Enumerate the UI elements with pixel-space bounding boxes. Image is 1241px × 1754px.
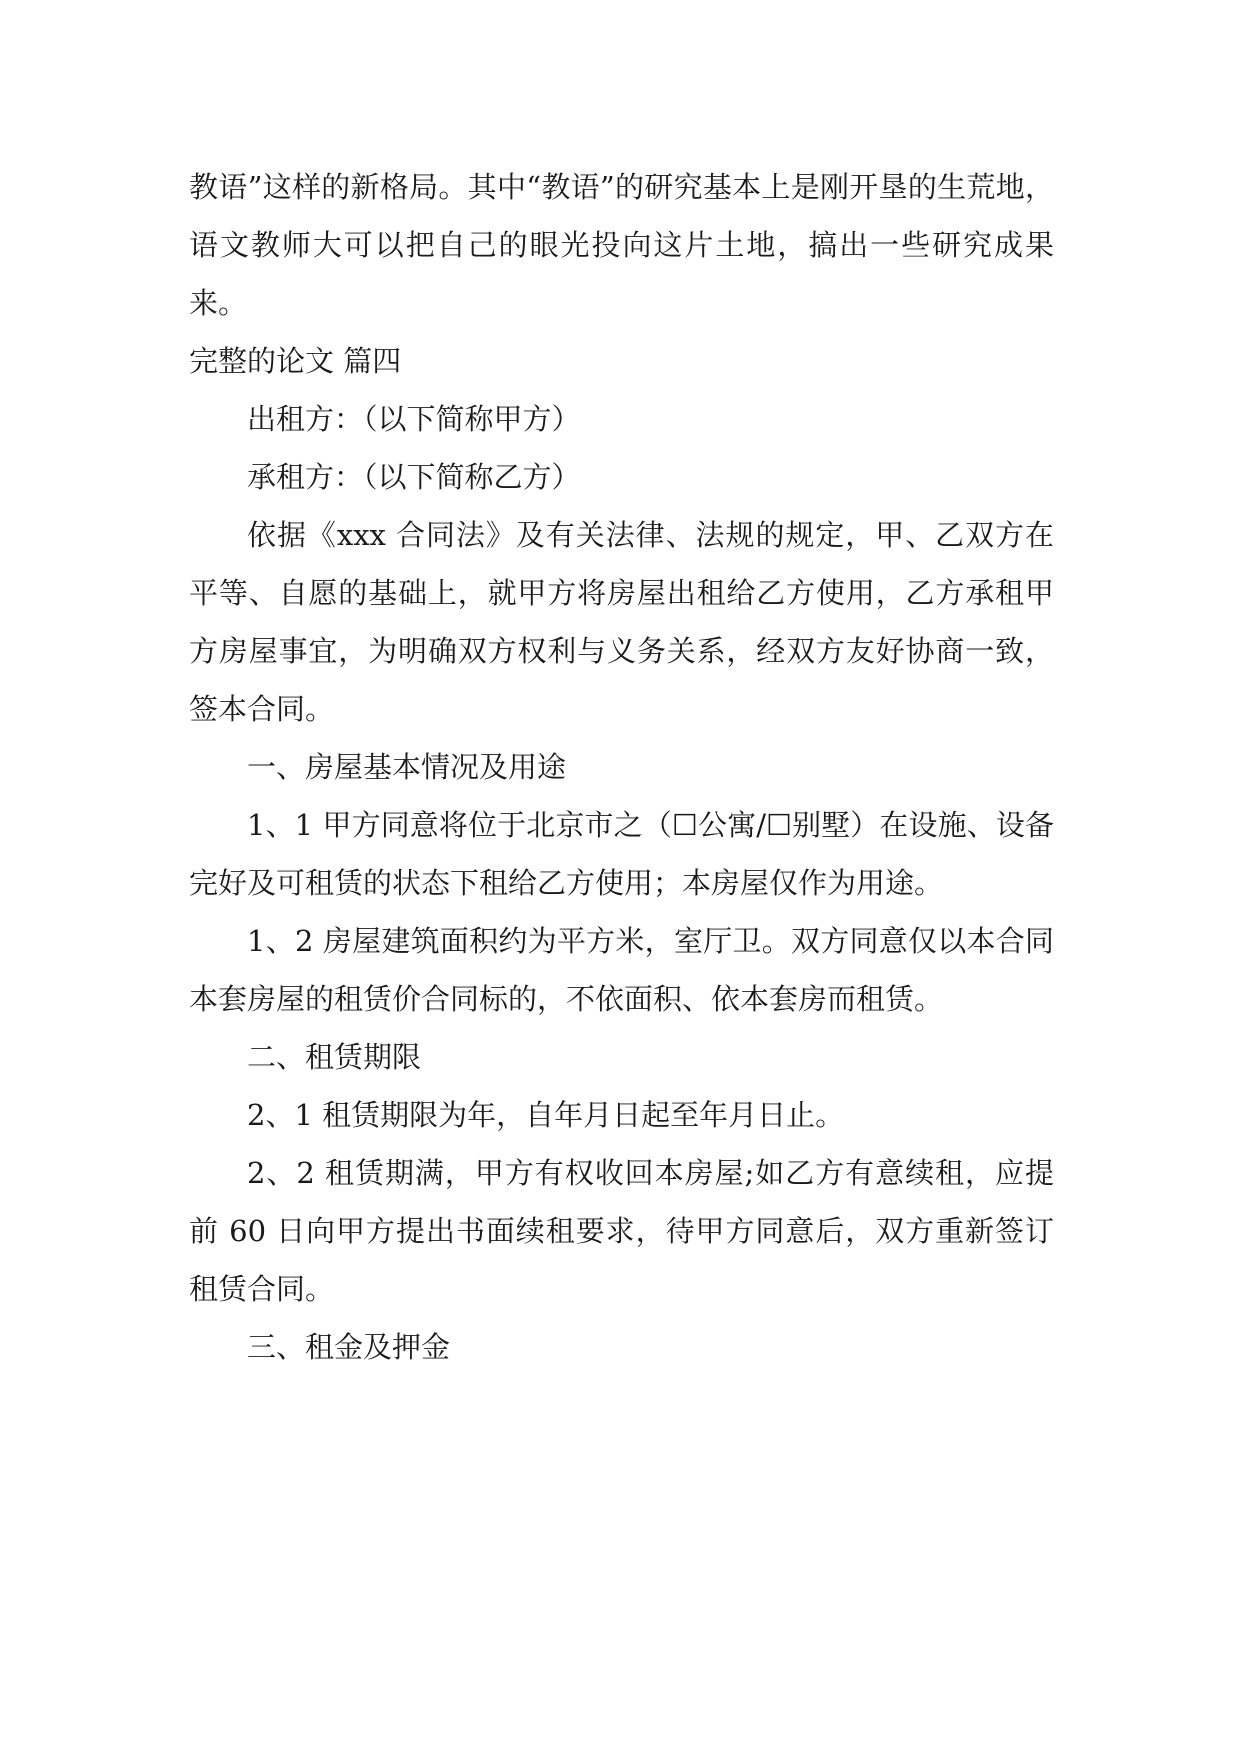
clause-2-1: 2、1 租赁期限为年，自年月日起至年月日止。	[247, 1098, 845, 1132]
section-title: 完整的论文 篇四	[189, 344, 402, 378]
heading-house-basics: 一、房屋基本情况及用途	[247, 750, 567, 784]
document-body	[189, 158, 1054, 1376]
paragraph-lessee: 承租方：（以下简称乙方）	[247, 460, 581, 494]
heading-lease-term: 二、租赁期限	[247, 1040, 422, 1074]
paragraph-preamble: 依据《xxx 合同法》及有关法律、法规的规定，甲、乙双方在平等、自愿的基础上，就甲方将房屋出租给乙方使用，乙方承租甲方房屋事宜，为明确双方权利与义务关系，经双方友好协商一致，签本合同。	[189, 518, 1054, 726]
heading-rent-deposit: 三、租金及押金	[247, 1330, 451, 1364]
clause-1-1: 1、1 甲方同意将位于北京市之（☐公寓/☐别墅）在设施、设备完好及可租赁的状态下租给乙方使用；本房屋仅作为用途。	[189, 808, 1054, 900]
paragraph-lessor: 出租方：（以下简称甲方）	[247, 402, 581, 436]
clause-1-2: 1、2 房屋建筑面积约为平方米，室厅卫。双方同意仅以本合同本套房屋的租赁价合同标的，不依面积、依本套房而租赁。	[189, 924, 1054, 1016]
clause-2-2: 2、2 租赁期满，甲方有权收回本房屋;如乙方有意续租，应提前 60 日向甲方提出书面续租要求，待甲方同意后，双方重新签订租赁合同。	[189, 1156, 1054, 1306]
paragraph-intro-continuation: 教语”这样的新格局。其中“教语”的研究基本上是刚开垦的生荒地，语文教师大可以把自己的眼光投向这片土地，搞出一些研究成果来。	[189, 170, 1054, 320]
